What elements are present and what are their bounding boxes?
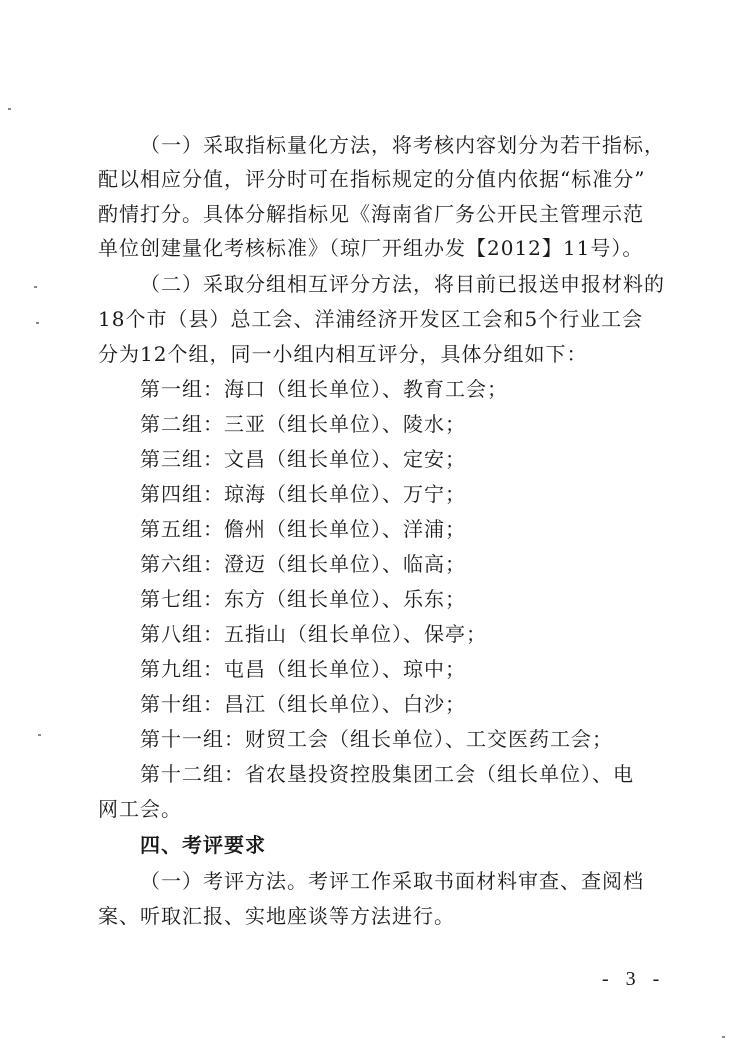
group-item-2: 第二组：三亚（组长单位）、陵水；: [140, 412, 466, 436]
page-number: - 3 -: [602, 968, 666, 990]
paragraph-2-line-1: （二）采取分组相互评分方法，将目前已报送申报材料的: [140, 272, 665, 296]
paragraph-1-line-2: 配以相应分值，评分时可在指标规定的分值内依据“标准分”: [98, 167, 646, 191]
group-item-7: 第七组：东方（组长单位）、乐东；: [140, 587, 466, 611]
paragraph-1-line-1: （一）采取指标量化方法，将考核内容划分为若干指标，: [140, 133, 665, 157]
group-item-3: 第三组：文昌（组长单位）、定安；: [140, 447, 466, 471]
section-4-line-2: 案、听取汇报、实地座谈等方法进行。: [98, 904, 455, 928]
group-item-4: 第四组：琼海（组长单位）、万宁；: [140, 482, 466, 506]
section-4-line-1: （一）考评方法。考评工作采取书面材料审查、查阅档: [140, 869, 644, 893]
group-item-9: 第九组：屯昌（组长单位）、琼中；: [140, 657, 466, 681]
section-4-heading: 四、考评要求: [140, 833, 266, 857]
group-item-6: 第六组：澄迈（组长单位）、临高；: [140, 552, 466, 576]
scan-speck: [34, 286, 37, 288]
scan-speck: [36, 322, 39, 324]
paragraph-2-line-2: 18个市（县）总工会、洋浦经济开发区工会和5个行业工会: [98, 307, 644, 331]
group-item-8: 第八组：五指山（组长单位）、保亭；: [140, 622, 487, 646]
scan-speck: [38, 734, 41, 736]
group-item-12-continuation: 网工会。: [98, 797, 182, 821]
group-item-11: 第十一组：财贸工会（组长单位）、工交医药工会；: [140, 727, 613, 751]
group-item-12: 第十二组：省农垦投资控股集团工会（组长单位）、电: [140, 762, 634, 786]
paragraph-1-line-4: 单位创建量化考核标准》（琼厂开组办发【2012】11号）。: [98, 236, 644, 260]
group-item-10: 第十组：昌江（组长单位）、白沙；: [140, 692, 466, 716]
paragraph-2-line-3: 分为12个组，同一小组内相互评分，具体分组如下：: [98, 342, 588, 366]
group-item-1: 第一组：海口（组长单位）、教育工会；: [140, 377, 508, 401]
group-item-5: 第五组：儋州（组长单位）、洋浦；: [140, 517, 466, 541]
scan-speck: [8, 108, 11, 110]
scan-speck: [722, 1036, 725, 1038]
paragraph-1-line-3: 酌情打分。具体分解指标见《海南省厂务公开民主管理示范: [98, 202, 644, 226]
